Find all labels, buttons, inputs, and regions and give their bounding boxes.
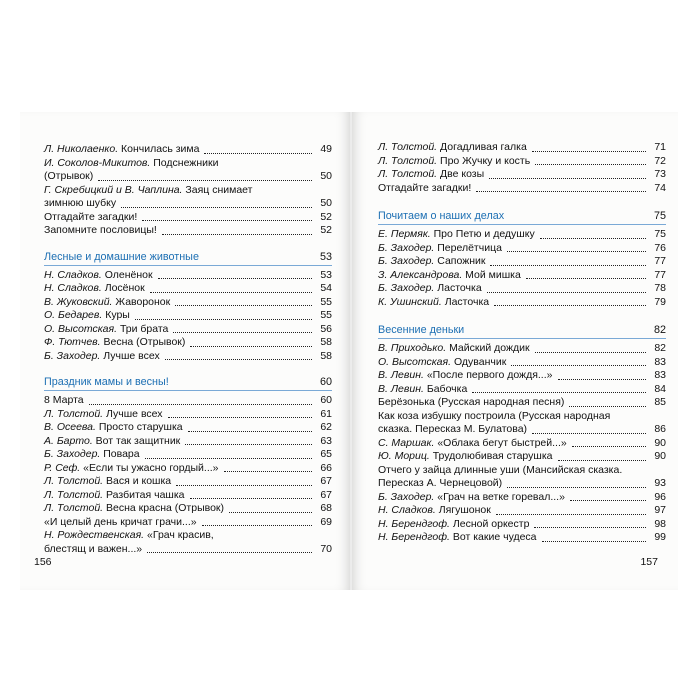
toc-title: Мой мишка xyxy=(465,268,521,281)
toc-entry-text xyxy=(378,396,564,410)
toc-page-number: 93 xyxy=(654,477,666,489)
section-heading xyxy=(44,246,332,266)
toc-title: Догадливая галка xyxy=(440,141,527,153)
toc-author: С. Маршак. xyxy=(378,436,435,449)
toc-leader-dots xyxy=(526,278,646,279)
section-heading xyxy=(378,319,666,339)
toc-entry xyxy=(378,141,666,155)
toc-title: Оленёнок xyxy=(104,268,153,281)
toc-leader-dots xyxy=(158,278,312,279)
toc-title: Майский дождик xyxy=(449,342,530,354)
toc-entry xyxy=(44,421,332,435)
toc-entry-continuation xyxy=(378,423,666,437)
toc-entry-text xyxy=(378,155,530,169)
toc-title: Берёзонька (Русская народная песня) xyxy=(378,396,565,408)
toc-page-number: 82 xyxy=(654,342,666,354)
toc-entry xyxy=(44,323,332,337)
toc-entry xyxy=(44,296,332,310)
toc-title: Лосёнок xyxy=(104,282,145,294)
toc-author: Н. Берендгоф. xyxy=(378,531,450,543)
toc-entry xyxy=(44,350,332,364)
toc-entry-text xyxy=(44,296,170,310)
toc-author: Н. Сладков. xyxy=(44,282,102,294)
toc-entry xyxy=(378,450,666,464)
toc-title-continued: Пересказ А. Чернецовой) xyxy=(378,477,503,489)
toc-title: Весна красна (Отрывок) xyxy=(106,502,225,514)
toc-entry xyxy=(44,502,332,516)
toc-author: В. Осеева. xyxy=(44,421,96,433)
toc-page-number: 58 xyxy=(320,336,332,348)
toc-author: Л. Толстой. xyxy=(44,488,104,501)
toc-page-number: 76 xyxy=(654,241,666,254)
toc-page-number: 83 xyxy=(654,355,666,368)
toc-author: К. Ушинский. xyxy=(378,295,442,308)
toc-entry-text xyxy=(44,184,252,198)
toc-entry-continuation xyxy=(378,477,666,491)
toc-entry-continuation xyxy=(44,197,332,211)
section-page-number: 60 xyxy=(319,376,332,388)
toc-entry-text xyxy=(44,224,157,238)
toc-title: Отгадайте загадки! xyxy=(378,181,472,194)
toc-leader-dots xyxy=(147,552,312,553)
toc-page-number: 75 xyxy=(654,228,666,240)
left-toc xyxy=(44,143,332,556)
toc-author: В. Жуковский. xyxy=(44,295,113,308)
toc-author: Б. Заходер. xyxy=(44,448,101,460)
toc-title: Три брата xyxy=(119,322,169,335)
toc-author: Н. Берендгоф. xyxy=(378,517,450,530)
toc-author: Б. Заходер. xyxy=(44,349,101,362)
toc-page-number: 49 xyxy=(320,143,332,155)
toc-leader-dots xyxy=(558,379,647,380)
toc-entry-text xyxy=(378,518,529,532)
toc-author: А. Барто. xyxy=(44,434,93,447)
toc-title-continued: зимнюю шубку xyxy=(44,197,117,209)
toc-title: Подснежники xyxy=(153,156,219,169)
toc-entry-text xyxy=(44,502,224,516)
toc-entry-text xyxy=(378,369,553,383)
toc-leader-dots xyxy=(476,191,646,192)
toc-entry-text xyxy=(44,435,180,449)
toc-page-number: 53 xyxy=(320,268,332,281)
toc-entry-text xyxy=(44,448,140,462)
toc-page-number: 90 xyxy=(654,436,666,449)
toc-leader-dots xyxy=(569,406,646,407)
toc-entry-text xyxy=(44,489,185,503)
toc-entry xyxy=(378,383,666,397)
toc-entry xyxy=(44,336,332,350)
toc-title: «Если ты ужасно гордый...» xyxy=(83,461,219,474)
toc-entry-text xyxy=(44,282,145,296)
toc-title: Разбитая чашка xyxy=(106,488,185,501)
toc-entry xyxy=(378,356,666,370)
toc-page-number: 63 xyxy=(320,434,332,447)
toc-entry xyxy=(378,182,666,196)
toc-entry xyxy=(44,282,332,296)
toc-entry xyxy=(44,394,332,408)
toc-leader-dots xyxy=(89,404,312,405)
toc-author: Л. Толстой. xyxy=(44,502,104,514)
toc-entry xyxy=(44,529,332,543)
toc-leader-dots xyxy=(532,151,646,152)
toc-entry xyxy=(44,269,332,283)
toc-title: Перелётчица xyxy=(437,241,502,254)
toc-title: Повара xyxy=(103,448,140,460)
toc-page-number: 61 xyxy=(320,407,332,420)
toc-page-number: 67 xyxy=(320,488,332,501)
toc-title: Запомните пословицы! xyxy=(44,224,157,236)
toc-page-number: 69 xyxy=(320,515,332,528)
section-heading xyxy=(44,371,332,391)
toc-entry-text xyxy=(378,464,622,478)
toc-title: Трудолюбивая старушка xyxy=(432,450,553,462)
toc-leader-dots xyxy=(534,527,646,528)
toc-entry xyxy=(44,516,332,530)
toc-leader-dots xyxy=(507,251,646,252)
toc-leader-dots xyxy=(175,305,312,306)
toc-entry-text xyxy=(44,394,84,408)
toc-author: Л. Толстой. xyxy=(44,475,104,487)
section-page-number: 53 xyxy=(319,250,332,263)
toc-page-number: 56 xyxy=(320,322,332,335)
toc-leader-dots xyxy=(511,365,646,366)
toc-title: Весна (Отрывок) xyxy=(103,336,186,348)
toc-author: Ю. Мориц. xyxy=(378,450,430,462)
toc-entry-text xyxy=(378,269,521,283)
toc-entry xyxy=(378,155,666,169)
toc-title: «После первого дождя...» xyxy=(426,369,553,381)
toc-entry xyxy=(378,282,666,296)
toc-entry-text xyxy=(44,462,219,476)
toc-entry xyxy=(378,410,666,424)
toc-page-number: 50 xyxy=(320,170,332,182)
toc-leader-dots xyxy=(190,346,312,347)
toc-leader-dots xyxy=(558,460,647,461)
toc-page-number: 68 xyxy=(320,502,332,514)
section-title: Лесные и домашние животные xyxy=(44,250,199,263)
toc-entry xyxy=(44,143,332,157)
section-title: Почитаем о наших делах xyxy=(378,210,505,222)
toc-title: «И целый день кричат грачи...» xyxy=(44,515,197,528)
toc-entry xyxy=(44,475,332,489)
toc-entry-text xyxy=(378,282,482,296)
toc-entry-text xyxy=(44,475,171,489)
toc-leader-dots xyxy=(532,433,646,434)
toc-title-continued: (Отрывок) xyxy=(44,170,94,182)
toc-page-number: 85 xyxy=(654,396,666,408)
toc-page-number: 97 xyxy=(654,504,666,516)
right-toc xyxy=(378,141,666,545)
toc-page-number: 55 xyxy=(320,295,332,308)
toc-entry xyxy=(378,491,666,505)
toc-page-number: 55 xyxy=(320,309,332,321)
toc-title: Про Петю и дедушку xyxy=(433,228,535,240)
toc-author: О. Высотская. xyxy=(44,322,118,335)
toc-entry xyxy=(378,269,666,283)
toc-entry xyxy=(378,396,666,410)
toc-author: Б. Заходер. xyxy=(378,282,435,294)
toc-entry xyxy=(378,242,666,256)
toc-author: Ф. Тютчев. xyxy=(44,336,101,348)
toc-title-continued: блестящ и важен...» xyxy=(44,542,143,555)
toc-leader-dots xyxy=(487,292,646,293)
toc-entry xyxy=(378,531,666,545)
section-title: Праздник мамы и весны! xyxy=(44,376,169,388)
toc-entry xyxy=(44,184,332,198)
toc-author: Л. Толстой. xyxy=(378,168,438,180)
toc-author: Б. Заходер. xyxy=(378,490,435,503)
toc-entry xyxy=(44,435,332,449)
toc-entry-text xyxy=(378,437,567,451)
toc-entry xyxy=(378,437,666,451)
toc-entry-text xyxy=(378,242,502,256)
toc-page-number: 66 xyxy=(320,461,332,474)
toc-entry-text xyxy=(44,350,160,364)
toc-page-number: 71 xyxy=(654,141,666,153)
toc-leader-dots xyxy=(185,444,312,445)
toc-page-number: 84 xyxy=(654,382,666,395)
section-page-number: 75 xyxy=(653,210,666,222)
toc-entry-text xyxy=(378,296,489,310)
toc-leader-dots xyxy=(188,431,312,432)
toc-leader-dots xyxy=(535,164,646,165)
toc-entry xyxy=(44,224,332,238)
toc-entry xyxy=(378,342,666,356)
toc-title: Заяц снимает xyxy=(185,183,253,196)
toc-page-number: 99 xyxy=(654,531,666,543)
toc-entry-text xyxy=(378,450,553,464)
toc-entry xyxy=(378,168,666,182)
toc-page-number: 50 xyxy=(320,197,332,209)
toc-entry xyxy=(378,504,666,518)
toc-entry xyxy=(378,464,666,478)
toc-leader-dots xyxy=(162,234,312,235)
toc-page-number: 65 xyxy=(320,448,332,460)
toc-entry xyxy=(44,157,332,171)
toc-entry-text xyxy=(378,342,530,356)
toc-author: Б. Заходер. xyxy=(378,241,435,254)
toc-entry xyxy=(378,228,666,242)
toc-entry-text xyxy=(378,383,467,397)
toc-entry-text xyxy=(44,211,137,225)
toc-page-number: 52 xyxy=(320,210,332,223)
toc-leader-dots xyxy=(165,359,312,360)
toc-entry-text xyxy=(378,410,610,424)
toc-entry xyxy=(44,309,332,323)
toc-author: Б. Заходер. xyxy=(378,255,435,267)
toc-title: Бабочка xyxy=(426,382,468,395)
toc-entry-text xyxy=(44,516,197,530)
toc-title: Про Жучку и кость xyxy=(440,154,531,167)
toc-author: В. Приходько. xyxy=(378,342,447,354)
toc-leader-dots xyxy=(494,305,646,306)
toc-title: Вот какие чудеса xyxy=(452,531,537,543)
toc-entry-continuation xyxy=(44,170,332,184)
toc-leader-dots xyxy=(472,392,646,393)
toc-leader-dots xyxy=(224,471,313,472)
toc-author: Н. Сладков. xyxy=(378,504,436,516)
section-heading xyxy=(378,205,666,225)
toc-title: Жаворонок xyxy=(115,295,171,308)
toc-author: В. Левин. xyxy=(378,369,424,381)
toc-leader-dots xyxy=(98,180,312,181)
toc-page-number: 77 xyxy=(654,255,666,267)
toc-entry xyxy=(44,462,332,476)
toc-title: «Грач красив, xyxy=(147,529,214,541)
page-number: 157 xyxy=(640,556,658,568)
toc-leader-dots xyxy=(542,541,646,542)
toc-leader-dots xyxy=(490,265,646,266)
toc-title: Просто старушка xyxy=(98,421,183,433)
toc-page-number: 98 xyxy=(654,517,666,530)
toc-title: «Грач на ветке горевал...» xyxy=(437,490,565,503)
toc-title: Кончилась зима xyxy=(121,143,200,155)
toc-entry-text xyxy=(44,323,168,337)
toc-leader-dots xyxy=(570,500,646,501)
toc-title: Две козы xyxy=(440,168,485,180)
toc-entry-text xyxy=(378,141,527,155)
toc-leader-dots xyxy=(496,514,646,515)
toc-leader-dots xyxy=(168,417,312,418)
toc-page-number: 52 xyxy=(320,224,332,236)
toc-page-number: 73 xyxy=(654,168,666,180)
toc-author: Л. Николаенко. xyxy=(44,143,119,155)
toc-leader-dots xyxy=(507,487,646,488)
toc-entry-text xyxy=(378,182,471,196)
toc-page-number: 54 xyxy=(320,282,332,294)
toc-leader-dots xyxy=(145,458,312,459)
toc-author: Л. Толстой. xyxy=(378,154,438,167)
toc-author: Л. Толстой. xyxy=(44,407,104,420)
toc-leader-dots xyxy=(229,512,312,513)
toc-entry-text xyxy=(378,255,485,269)
toc-page-number: 58 xyxy=(320,349,332,362)
toc-leader-dots xyxy=(204,153,312,154)
toc-entry-text xyxy=(44,529,214,543)
toc-entry xyxy=(378,518,666,532)
toc-title: Лесной оркестр xyxy=(452,517,530,530)
toc-title: Отгадайте загадки! xyxy=(44,210,138,223)
toc-title: 8 Марта xyxy=(44,394,84,406)
toc-entry-text xyxy=(44,336,185,350)
toc-page-number: 79 xyxy=(654,295,666,308)
toc-title: Сапожник xyxy=(437,255,486,267)
toc-leader-dots xyxy=(135,319,312,320)
toc-leader-dots xyxy=(121,207,312,208)
toc-title: Одуванчик xyxy=(453,355,507,368)
section-title: Весенние деньки xyxy=(378,324,465,336)
left-page xyxy=(20,112,350,590)
toc-entry-text xyxy=(44,143,199,157)
toc-title: Лучше всех xyxy=(106,407,163,420)
toc-entry-continuation xyxy=(44,543,332,557)
toc-entry-text xyxy=(44,309,130,323)
toc-title: Отчего у зайца длинные уши (Мансийская сказка. xyxy=(378,463,623,476)
toc-title: Куры xyxy=(105,309,130,321)
toc-entry-text xyxy=(378,504,491,518)
toc-entry-text xyxy=(378,491,565,505)
toc-page-number: 62 xyxy=(320,421,332,433)
toc-title: Лягушонок xyxy=(438,504,491,516)
toc-page-number: 86 xyxy=(654,423,666,435)
toc-entry-text xyxy=(44,421,183,435)
toc-page-number: 90 xyxy=(654,450,666,462)
toc-page-number: 74 xyxy=(654,181,666,194)
toc-entry-text xyxy=(378,228,535,242)
toc-leader-dots xyxy=(572,446,646,447)
page-number: 156 xyxy=(34,556,52,568)
toc-author: З. Александрова. xyxy=(378,268,463,281)
toc-author: Н. Сладков. xyxy=(44,268,102,281)
toc-page-number: 77 xyxy=(654,268,666,281)
toc-leader-dots xyxy=(142,220,312,221)
toc-leader-dots xyxy=(150,292,312,293)
toc-entry xyxy=(378,369,666,383)
toc-author: О. Бедарев. xyxy=(44,309,103,321)
toc-page-number: 72 xyxy=(654,154,666,167)
toc-author: И. Соколов-Микитов. xyxy=(44,156,151,169)
toc-leader-dots xyxy=(190,498,312,499)
toc-page-number: 96 xyxy=(654,490,666,503)
toc-leader-dots xyxy=(176,485,312,486)
toc-entry-text xyxy=(378,356,506,370)
section-page-number: 82 xyxy=(653,324,666,336)
toc-author: Л. Толстой. xyxy=(378,141,438,153)
toc-entry xyxy=(44,211,332,225)
toc-title: Как коза избушку построила (Русская народная xyxy=(378,409,611,422)
toc-entry-text xyxy=(44,157,218,171)
toc-author: О. Высотская. xyxy=(378,355,452,368)
toc-entry xyxy=(44,448,332,462)
right-page xyxy=(352,112,678,590)
toc-leader-dots xyxy=(202,525,312,526)
toc-title: Ласточка xyxy=(444,295,490,308)
toc-author: Г. Скребицкий и В. Чаплина. xyxy=(44,183,183,196)
toc-entry xyxy=(378,296,666,310)
toc-author: Е. Пермяк. xyxy=(378,228,431,240)
toc-page-number: 67 xyxy=(320,475,332,487)
toc-leader-dots xyxy=(540,238,646,239)
toc-entry-text xyxy=(378,168,484,182)
toc-entry-text xyxy=(44,408,163,422)
toc-author: В. Левин. xyxy=(378,382,424,395)
toc-entry xyxy=(44,408,332,422)
toc-leader-dots xyxy=(489,178,646,179)
toc-entry-text xyxy=(378,531,537,545)
toc-entry xyxy=(44,489,332,503)
toc-page-number: 70 xyxy=(320,542,332,555)
toc-author: Р. Сеф. xyxy=(44,461,81,474)
toc-entry xyxy=(378,255,666,269)
toc-title: Вот так защитник xyxy=(95,434,181,447)
toc-leader-dots xyxy=(535,352,646,353)
toc-author: Н. Рождественская. xyxy=(44,529,145,541)
toc-entry-text xyxy=(44,269,153,283)
toc-title: Лучше всех xyxy=(103,349,160,362)
toc-page-number: 78 xyxy=(654,282,666,294)
toc-title-continued: сказка. Пересказ М. Булатова) xyxy=(378,423,528,435)
toc-title: Ласточка xyxy=(437,282,482,294)
toc-page-number: 83 xyxy=(654,369,666,381)
toc-title: Вася и кошка xyxy=(106,475,172,487)
toc-leader-dots xyxy=(173,332,312,333)
toc-title: «Облака бегут быстрей...» xyxy=(437,436,567,449)
toc-page-number: 60 xyxy=(320,394,332,406)
